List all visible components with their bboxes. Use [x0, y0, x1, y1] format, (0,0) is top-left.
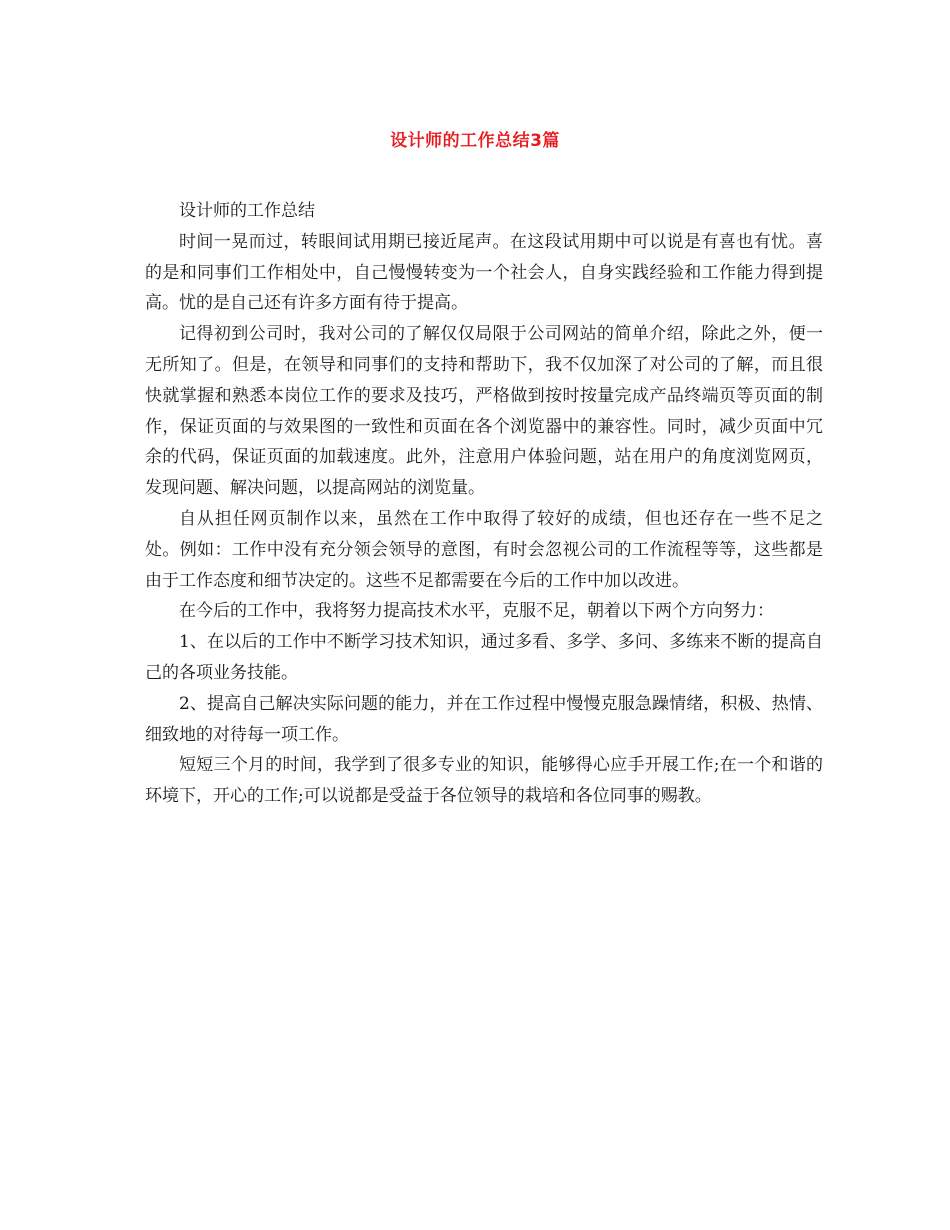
paragraph-2: 记得初到公司时，我对公司的了解仅仅局限于公司网站的简单介绍，除此之外，便一无所知了。但是，在领导和同事们的支持和帮助下，我不仅加深了对公司的了解，而且很快就掌握和熟悉本岗位工作的要求及技巧，严格做到按时按量完成产品终端页等页面的制作，保证页面的与效果图的一致性和页面在各个浏览器中的兼容性。同时，减少页面中冗余的代码，保证页面的加载速度。此外，注意用户体验问题，站在用户的角度浏览网页，发现问题、解决问题，以提高网站的浏览量。 [145, 324, 823, 499]
paragraph-1: 时间一晃而过，转眼间试用期已接近尾声。在这段试用期中可以说是有喜也有忧。喜的是和同事们工作相处中，自己慢慢转变为一个社会人，自身实践经验和工作能力得到提高。忧的是自己还有许多方面有待于提高。 [145, 231, 823, 314]
paragraph-4: 在今后的工作中，我将努力提高技术水平，克服不足，朝着以下两个方向努力： [179, 601, 774, 622]
paragraph-3: 自从担任网页制作以来，虽然在工作中取得了较好的成绩，但也还存在一些不足之处。例如：工作中没有充分领会领导的意图，有时会忽视公司的工作流程等等，这些都是由于工作态度和细节决定的。这些不足都需要在今后的工作中加以改进。 [145, 508, 823, 591]
paragraph-6: 2、提高自己解决实际问题的能力，并在工作过程中慢慢克服急躁情绪，积极、热情、细致地的对待每一项工作。 [145, 693, 823, 745]
document-body [145, 196, 823, 812]
section-heading: 设计师的工作总结 [179, 201, 315, 221]
paragraph-5: 1、在以后的工作中不断学习技术知识，通过多看、多学、多问、多练来不断的提高自己的各项业务技能。 [145, 632, 823, 683]
paragraph-7: 短短三个月的时间，我学到了很多专业的知识，能够得心应手开展工作;在一个和谐的环境下，开心的工作;可以说都是受益于各位领导的栽培和各位同事的赐教。 [145, 755, 823, 807]
document-title: 设计师的工作总结3篇 [390, 131, 560, 151]
